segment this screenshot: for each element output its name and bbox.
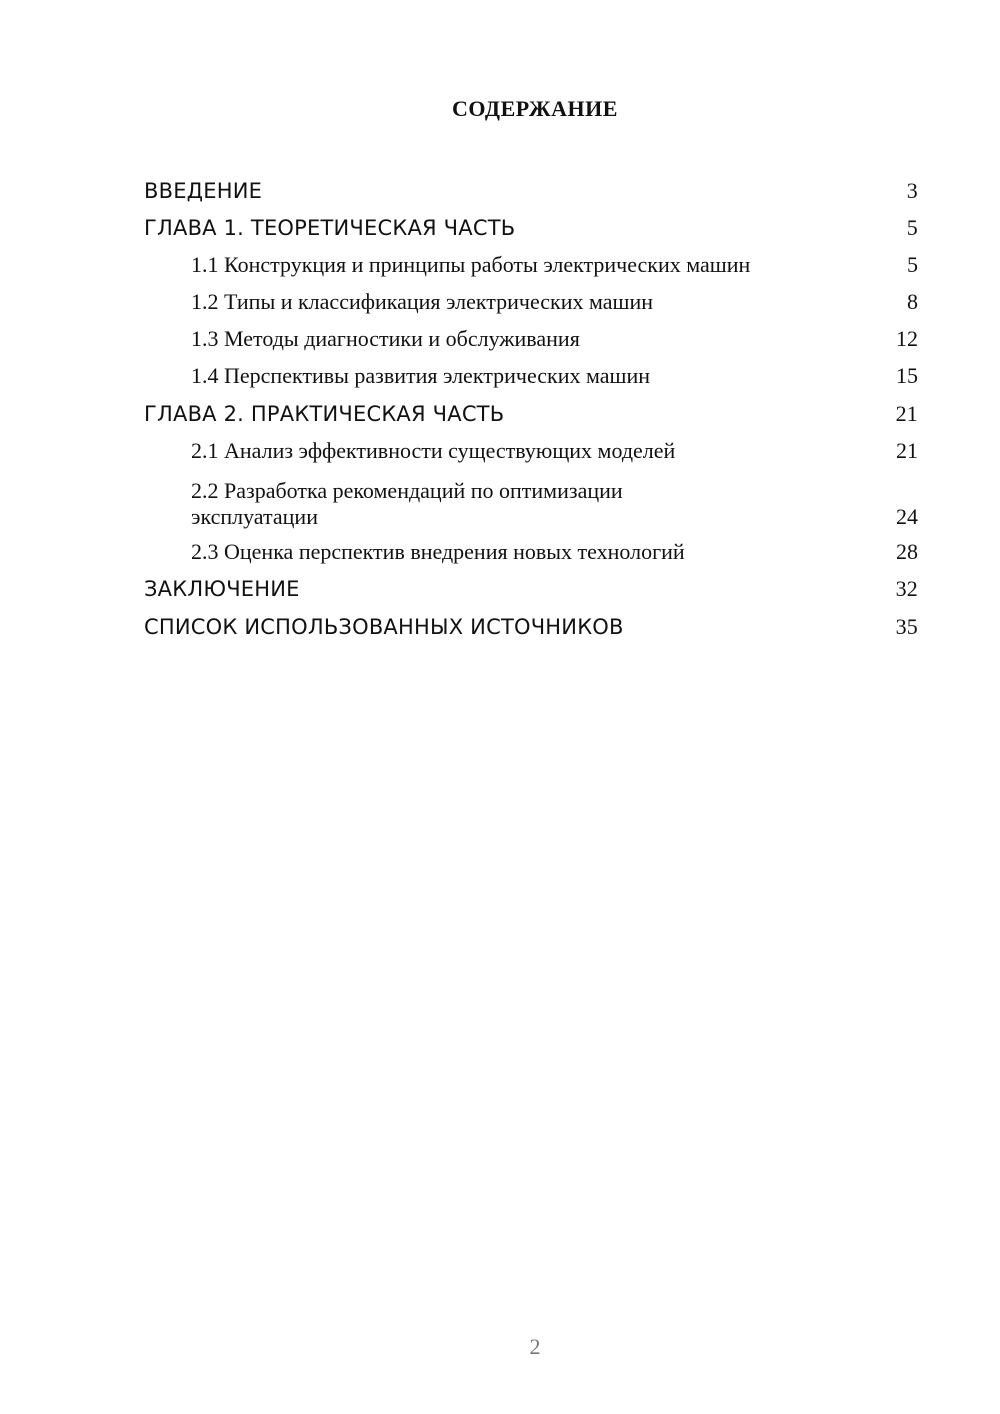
toc-entry-page-number: 5 — [906, 215, 918, 240]
toc-entry-section-1-4[interactable] — [144, 354, 918, 391]
toc-entry-page-number: 35 — [895, 613, 918, 639]
toc-entry-page-number: 24 — [896, 503, 918, 529]
toc-entry-label: 1.2 Типы и классификация электрических машин — [191, 289, 654, 314]
toc-entry-section-1-1[interactable] — [144, 243, 918, 280]
toc-entry-chapter-2[interactable] — [144, 391, 918, 429]
toc-entry-label: 2.3 Оценка перспектив внедрения новых технологий — [191, 538, 685, 564]
toc-entry-label: 2.2 Разработка рекомендаций по оптимизации эксплуатации — [191, 477, 623, 529]
toc-entry-page-number: 21 — [896, 437, 918, 463]
toc-entry-label: СПИСОК ИСПОЛЬЗОВАННЫХ ИСТОЧНИКОВ — [144, 614, 624, 639]
page-title: СОДЕРЖАНИЕ — [452, 96, 618, 121]
toc-entry-label: 2.1 Анализ эффективности существующих моделей — [191, 437, 676, 463]
toc-entry-label: ГЛАВА 1. ТЕОРЕТИЧЕСКАЯ ЧАСТЬ — [144, 216, 516, 240]
toc-entry-label: ГЛАВА 2. ПРАКТИЧЕСКАЯ ЧАСТЬ — [144, 401, 505, 426]
toc-entry-page-number: 12 — [896, 326, 918, 351]
toc-entry-label: ВВЕДЕНИЕ — [144, 178, 263, 203]
toc-entry-chapter-1[interactable] — [144, 206, 918, 244]
toc-entry-section-2-3[interactable] — [144, 530, 918, 567]
toc-entry-page-number: 5 — [907, 252, 918, 277]
toc-entry-section-2-1[interactable] — [144, 429, 918, 466]
page-number: 2 — [529, 1334, 541, 1359]
toc-entry-section-1-2[interactable] — [144, 280, 918, 317]
toc-entry-page-number: 21 — [895, 400, 918, 426]
toc-entry-label: 1.3 Методы диагностики и обслуживания — [191, 326, 580, 351]
toc-entry-label: ЗАКЛЮЧЕНИЕ — [144, 577, 300, 601]
toc-entry-label: 1.4 Перспективы развития электрических машин — [191, 363, 651, 388]
toc-entry-page-number: 32 — [895, 576, 918, 601]
toc-entry-section-2-2[interactable] — [144, 466, 918, 530]
toc-entry-references[interactable] — [144, 604, 918, 642]
toc-entry-page-number: 3 — [906, 177, 918, 203]
toc-entry-page-number: 15 — [896, 363, 918, 388]
table-of-contents — [144, 168, 918, 642]
toc-entry-page-number: 28 — [896, 538, 918, 564]
toc-entry-label: 1.1 Конструкция и принципы работы электрических машин — [191, 252, 751, 277]
toc-entry-page-number: 8 — [907, 289, 918, 314]
toc-entry-section-1-3[interactable] — [144, 317, 918, 354]
toc-entry-conclusion[interactable] — [144, 567, 918, 605]
toc-entry-introduction[interactable] — [144, 168, 918, 206]
